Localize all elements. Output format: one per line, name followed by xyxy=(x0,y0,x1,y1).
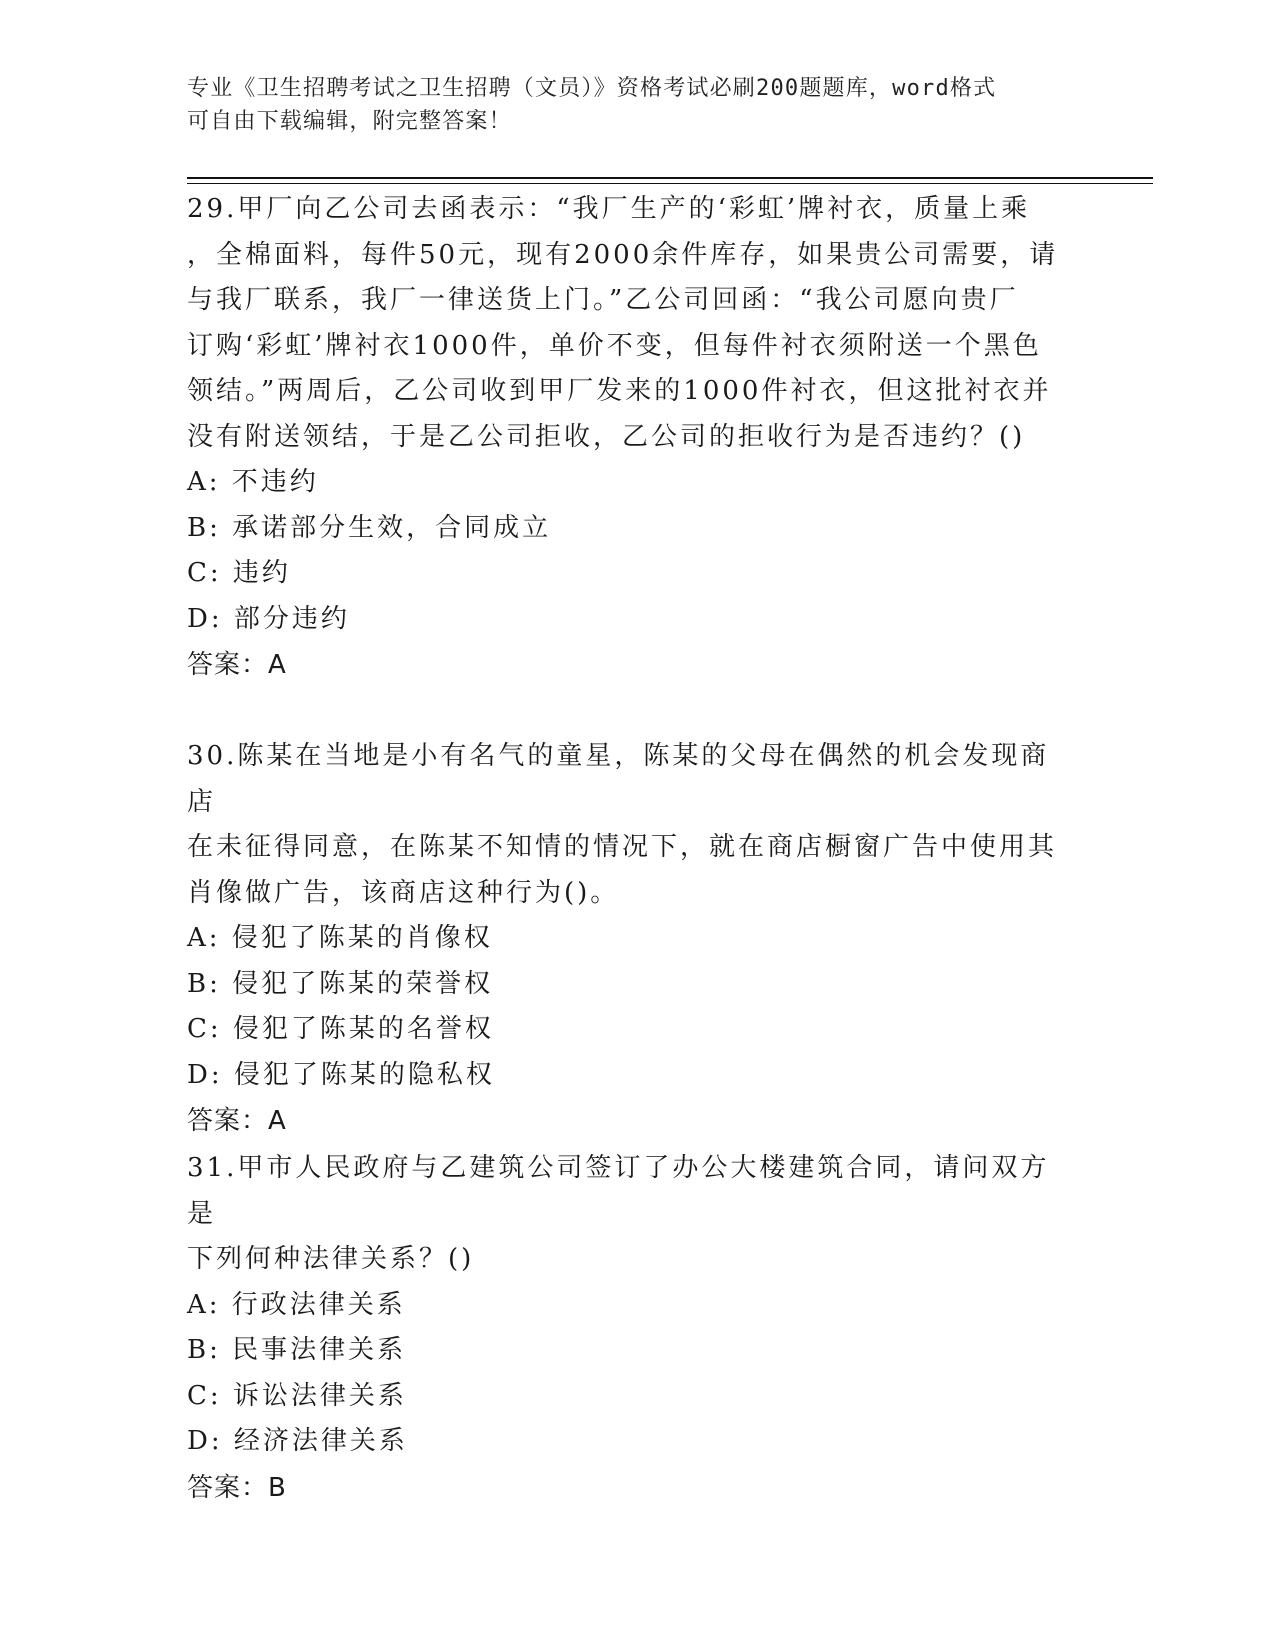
answer-label: 答案：A xyxy=(187,650,287,680)
question-text-line: 31.甲市人民政府与乙建筑公司签订了办公大楼建筑合同，请问双方是 xyxy=(187,1153,1050,1229)
option-b: B: 承诺部分生效，合同成立 xyxy=(187,512,552,543)
header-divider-thin xyxy=(187,183,1153,184)
question-text-line: ，全棉面料，每件50元，现有2000余件库存，如果贵公司需要，请 xyxy=(187,239,1059,270)
header-line-1: 专业《卫生招聘考试之卫生招聘（文员）》资格考试必刷200题题库，word格式 xyxy=(187,76,997,101)
header-divider-thick xyxy=(187,177,1153,179)
question-text-line: 肖像做广告，该商店这种行为()。 xyxy=(187,877,620,908)
option-c: C: 诉讼法律关系 xyxy=(187,1380,407,1411)
question-text-line: 29.甲厂向乙公司去函表示：“我厂生产的‘彩虹’牌衬衣，质量上乘 xyxy=(187,194,1031,224)
option-d: D: 部分违约 xyxy=(187,603,350,634)
option-c: C: 违约 xyxy=(187,558,291,588)
question-30 xyxy=(187,734,1077,1144)
option-d: D: 侵犯了陈某的隐私权 xyxy=(187,1059,495,1090)
option-a: A: 不违约 xyxy=(187,467,319,497)
answer-label: 答案：B xyxy=(187,1472,287,1503)
question-text-line: 30.陈某在当地是小有名气的童星，陈某的父母在偶然的机会发现商店 xyxy=(187,741,1050,817)
option-a: A: 侵犯了陈某的肖像权 xyxy=(187,923,493,953)
option-c: C: 侵犯了陈某的名誉权 xyxy=(187,1014,494,1044)
question-text-line: 与我厂联系，我厂一律送货上门。”乙公司回函：“我公司愿向贵厂 xyxy=(187,285,1019,315)
question-31 xyxy=(187,1146,1077,1511)
question-text-line: 领结。”两周后，乙公司收到甲厂发来的1000件衬衣，但这批衬衣并 xyxy=(187,376,1052,406)
question-text-line: 订购‘彩虹’牌衬衣1000件，单价不变，但每件衬衣须附送一个黑色 xyxy=(187,330,1042,361)
option-d: D: 经济法律关系 xyxy=(187,1426,408,1456)
document-header xyxy=(187,72,1087,138)
header-line-2: 可自由下载编辑，附完整答案！ xyxy=(187,109,512,134)
question-text-line: 没有附送领结，于是乙公司拒收，乙公司的拒收行为是否违约？() xyxy=(187,421,1026,452)
question-text-line: 下列何种法律关系？() xyxy=(187,1244,475,1274)
question-29 xyxy=(187,187,1077,688)
option-b: B: 侵犯了陈某的荣誉权 xyxy=(187,968,494,999)
answer-label: 答案：A xyxy=(187,1106,287,1136)
option-a: A: 行政法律关系 xyxy=(187,1289,406,1320)
option-b: B: 民事法律关系 xyxy=(187,1335,407,1365)
question-text-line: 在未征得同意，在陈某不知情的情况下，就在商店橱窗广告中使用其 xyxy=(187,832,1058,862)
